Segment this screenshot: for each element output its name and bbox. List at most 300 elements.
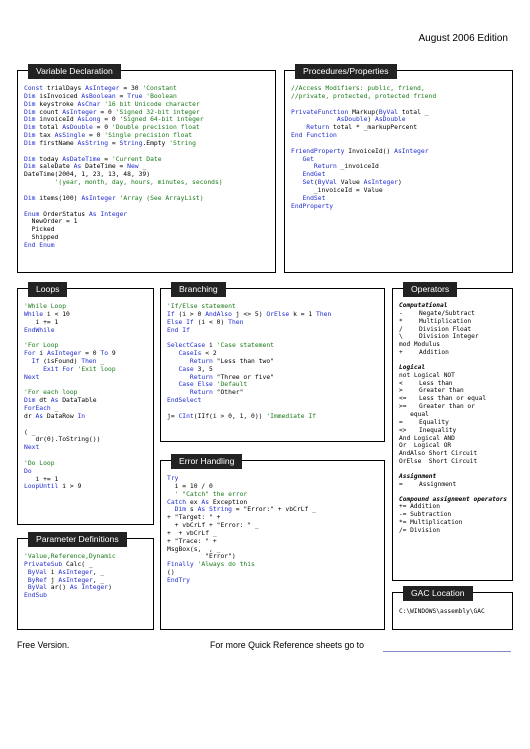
operator-description: Or Logical OR (399, 442, 452, 450)
code-line (291, 163, 508, 171)
code-keyword: Return (189, 389, 213, 397)
operator-description: not Logical NOT (399, 371, 455, 379)
code-keyword: Return (306, 124, 330, 132)
code-keyword: AsLong (77, 116, 101, 124)
code-keyword: End Enum (24, 241, 55, 249)
code-text: _ (138, 163, 147, 171)
code-text: j (46, 576, 59, 584)
code-line (291, 101, 508, 109)
footer-free-version: Free Version. (17, 640, 70, 650)
code-line (167, 499, 380, 507)
code-text: + vbCrLf + "Error: " _ (167, 522, 259, 530)
operator-section-header: Compound assignment operators (399, 495, 508, 503)
code-text: "Less than two" (212, 357, 274, 365)
code-text: total * _markupPercent (329, 124, 418, 132)
variable-declaration-code (24, 85, 271, 250)
gac-location-path: C:\WINDOWS\assembly\GAC (399, 608, 485, 615)
code-line (24, 569, 149, 577)
code-keyword: Dim (24, 194, 36, 202)
code-keyword: ByVal (27, 584, 47, 592)
operator-row (399, 372, 509, 380)
code-line (167, 483, 380, 491)
operator-row (399, 442, 509, 450)
code-line (291, 124, 508, 132)
code-text: = 0 (96, 108, 116, 116)
operator-symbol: / (399, 325, 403, 333)
code-keyword: AsDouble (336, 116, 368, 124)
code-text: ar() (46, 584, 70, 592)
code-line (24, 109, 271, 117)
code-line (167, 319, 380, 327)
code-line (291, 156, 508, 164)
code-comment: 'String (169, 139, 196, 147)
code-line (24, 187, 271, 195)
code-text: = "Error:" + vbCrLf _ (231, 506, 316, 514)
code-keyword: Dim (24, 139, 36, 147)
code-keyword: True (127, 92, 143, 100)
code-keyword: As (201, 498, 210, 506)
code-line (24, 148, 271, 156)
code-line (24, 592, 149, 600)
operator-description: Inequality (419, 426, 457, 434)
code-comment: 'Exit loop (77, 365, 116, 373)
code-keyword: String (119, 139, 143, 147)
operator-row (399, 419, 509, 427)
code-line (24, 483, 149, 491)
code-text: (isFound) (39, 357, 82, 365)
code-keyword: AsDouble (62, 124, 93, 132)
operator-description: Less than (419, 379, 453, 387)
operator-symbol: - (399, 309, 403, 317)
operator-description: equal (399, 410, 429, 418)
code-text: = (108, 139, 120, 147)
code-line (24, 226, 271, 234)
code-line (167, 381, 380, 389)
operator-row (399, 403, 509, 411)
operator-description: Multiplication (419, 317, 472, 325)
code-text: _invoiceId (336, 163, 379, 171)
procedures-properties-title: Procedures/Properties (295, 64, 397, 79)
code-text: = 0 (92, 124, 112, 132)
code-text (291, 124, 306, 131)
code-text: isInvoiced (35, 92, 82, 100)
code-line (24, 93, 271, 101)
code-line (24, 405, 149, 413)
footer-more-sheets: For more Quick Reference sheets go to (210, 640, 365, 650)
code-line (291, 140, 508, 148)
code-line (24, 195, 271, 203)
code-comment: 'Always do this (197, 561, 255, 569)
code-text (167, 491, 175, 498)
code-line (24, 179, 271, 187)
code-keyword: PrivateFunction (291, 108, 349, 116)
code-line (24, 468, 149, 476)
code-text: i > 9 (58, 483, 82, 491)
code-text (291, 179, 302, 186)
code-text: InvoiceId() (344, 147, 395, 155)
code-keyword: Dim (24, 155, 36, 163)
code-text: _ (50, 404, 59, 412)
code-line (291, 148, 508, 156)
code-text: = 0 (81, 350, 101, 358)
code-line (291, 187, 508, 195)
code-keyword: Next (24, 444, 40, 452)
loops-title: Loops (28, 282, 67, 297)
code-line (167, 374, 380, 382)
code-keyword: Catch (167, 498, 187, 506)
code-line (24, 132, 271, 140)
code-line (24, 561, 149, 569)
operator-description: Negate/Subtract (419, 309, 475, 317)
code-text: Exception (209, 498, 248, 506)
code-text: keystroke (35, 100, 78, 108)
code-keyword: If (31, 357, 40, 365)
code-line (291, 109, 508, 117)
operator-description: AndAlso Short Circuit (399, 450, 478, 458)
variable-declaration-title: Variable Declaration (28, 64, 121, 79)
code-text: , _ (92, 568, 105, 576)
code-comment: 'Value,Reference,Dynamic (24, 553, 116, 560)
code-keyword: AsInteger (58, 568, 93, 576)
operators-box (392, 284, 513, 581)
code-text (167, 358, 190, 365)
code-keyword: AsString (77, 139, 109, 147)
code-keyword: AsBoolean (81, 92, 116, 100)
code-keyword: As (35, 412, 44, 420)
code-keyword: AsInteger (62, 108, 97, 116)
code-text: = 0 (85, 132, 105, 140)
code-line (167, 389, 380, 397)
code-keyword: Dim (24, 163, 36, 171)
operator-description: /= Division (399, 526, 440, 534)
code-keyword: Then (228, 318, 244, 326)
code-keyword: Set (302, 179, 314, 187)
code-line (24, 350, 149, 358)
code-line (167, 506, 380, 514)
code-line (167, 366, 380, 374)
code-keyword: Dim (24, 124, 36, 132)
operator-symbol: * (399, 317, 403, 325)
code-keyword: In (77, 412, 86, 420)
code-text: 9 (108, 350, 116, 358)
code-line (24, 101, 271, 109)
operator-description: Greater than or (419, 403, 475, 411)
code-keyword: EndProperty (291, 202, 334, 210)
code-line (291, 116, 508, 124)
code-keyword: Dim (174, 506, 187, 514)
code-comment: 'Case statement (216, 342, 274, 350)
operator-row (399, 450, 509, 458)
code-text: "Error") (167, 553, 236, 561)
operator-symbol: > (399, 387, 403, 395)
code-line (24, 374, 149, 382)
code-line (24, 218, 271, 226)
code-line (167, 553, 380, 561)
code-keyword: Enum (24, 210, 40, 218)
operator-description: OrElse Short Circuit (399, 458, 478, 466)
code-text (167, 374, 190, 381)
operator-symbol: = (399, 480, 403, 488)
code-line (167, 569, 380, 577)
code-line (167, 514, 380, 522)
code-text (167, 506, 175, 513)
code-line (24, 303, 149, 311)
code-line (24, 436, 149, 444)
code-comment: '16 bit Unicode character (104, 100, 200, 108)
code-line (167, 522, 380, 530)
code-comment: '(year, month, day, hours, minutes, seconds) (54, 179, 223, 187)
code-line (24, 342, 149, 350)
code-line (24, 397, 149, 405)
code-keyword: SelectCase (167, 342, 206, 350)
code-keyword: New (127, 163, 139, 171)
code-comment: 'Current Date (111, 155, 162, 163)
code-keyword: To (100, 350, 109, 358)
code-text: total _ (397, 108, 429, 116)
code-line (24, 163, 271, 171)
footer-link-underline[interactable] (383, 651, 511, 652)
code-text: i = 10 / 0 (167, 482, 213, 490)
operator-symbol: >= (399, 403, 407, 411)
gac-location-title: GAC Location (403, 586, 473, 601)
code-text: "Other" (212, 389, 244, 397)
operator-symbol: <> (399, 426, 407, 434)
code-keyword: PrivateSub (24, 560, 63, 568)
code-comment: 'Default (216, 381, 248, 389)
code-keyword: AndAlso (205, 310, 232, 318)
code-keyword: If (167, 310, 175, 318)
code-text (291, 171, 302, 178)
code-comment: 'For each loop (24, 389, 78, 397)
code-keyword: Dim (24, 100, 36, 108)
operator-description: Less than or equal (419, 395, 487, 403)
code-text: i (205, 342, 217, 350)
variable-declaration-box (17, 66, 276, 273)
code-text: i (46, 568, 59, 576)
code-line (24, 203, 271, 211)
code-line (167, 577, 380, 585)
code-line (24, 242, 271, 250)
code-keyword: EndTry (167, 576, 190, 584)
code-text: ex (186, 498, 202, 506)
operator-row (399, 411, 509, 419)
operator-description: Division Float (419, 325, 472, 333)
code-keyword: AsDateTime (62, 155, 101, 163)
operator-description: Assignment (419, 480, 457, 488)
code-text: j <> 5) (231, 310, 267, 318)
branching-box (160, 284, 385, 442)
code-keyword: Else If (167, 318, 194, 326)
code-keyword: EndGet (302, 171, 326, 179)
code-text: i += 1 (24, 475, 59, 483)
code-line (291, 195, 508, 203)
procedures-properties-box (284, 66, 513, 273)
code-text: i += 1 (24, 318, 59, 326)
code-text: + + vbCrLf _ (167, 529, 217, 537)
code-keyword: Finally (167, 561, 194, 569)
code-text: ) (367, 116, 376, 124)
code-text: ( _ (24, 428, 36, 436)
code-text: j= (167, 412, 179, 420)
operators-title: Operators (403, 282, 457, 297)
code-line (167, 546, 380, 554)
loops-code (24, 303, 149, 491)
code-line (167, 311, 380, 319)
procedures-properties-code (291, 85, 508, 211)
code-text: saleDate (35, 163, 74, 171)
code-keyword: Return (189, 373, 213, 381)
code-text: k = 1 (289, 310, 316, 318)
code-text: 3, 5 (193, 365, 213, 373)
code-line (291, 85, 508, 93)
code-text: today (35, 155, 63, 163)
code-line (291, 203, 508, 211)
code-line (24, 140, 271, 148)
code-keyword: Exit For (43, 365, 74, 373)
code-text: ( (313, 179, 318, 187)
code-keyword: Return (313, 163, 337, 171)
operator-row (399, 519, 509, 527)
code-line (24, 334, 149, 342)
operator-row (399, 503, 509, 511)
code-line (167, 327, 380, 335)
code-text: Calc( _ (62, 560, 93, 568)
code-text: DateTime = (81, 163, 128, 171)
code-text (291, 195, 302, 202)
code-line (24, 234, 271, 242)
code-keyword: As (50, 397, 59, 405)
code-keyword: Then (316, 310, 332, 318)
code-keyword: As (73, 163, 82, 171)
operator-row (399, 318, 509, 326)
code-line (167, 350, 380, 358)
code-keyword: AsDouble (375, 116, 406, 124)
code-comment: //Access Modifiers: public, friend, (291, 85, 425, 92)
code-keyword: End If (167, 326, 190, 334)
code-line (24, 553, 149, 561)
operator-symbol: <= (399, 395, 407, 403)
code-keyword: While (24, 310, 44, 318)
code-line (167, 538, 380, 546)
code-text: Markup( (348, 108, 379, 116)
code-line (167, 397, 380, 405)
code-text: = (115, 92, 128, 100)
code-text: dt (35, 397, 51, 405)
code-line (167, 303, 380, 311)
code-comment: 'For Loop (24, 342, 59, 350)
operator-row (399, 326, 509, 334)
error-handling-code (167, 475, 380, 585)
parameter-definitions-box (17, 534, 154, 630)
code-text: total (35, 124, 63, 132)
code-line (24, 124, 271, 132)
operator-row (399, 349, 509, 357)
operator-row (399, 511, 509, 519)
code-line (167, 358, 380, 366)
operator-description: mod Modulus (399, 341, 440, 349)
code-text (167, 350, 178, 357)
code-text: "Three or five" (212, 373, 274, 381)
code-text: (i > 0 (174, 310, 206, 318)
code-text (24, 179, 55, 186)
operator-row (399, 387, 509, 395)
code-text: DataRow (43, 412, 78, 420)
edition-label: August 2006 Edition (418, 33, 508, 44)
code-line (24, 421, 149, 429)
code-comment: 'Constant (142, 85, 177, 92)
operator-row (399, 380, 509, 388)
code-line (24, 577, 149, 585)
operator-description: Division Integer (419, 333, 479, 341)
code-comment: 'While Loop (24, 303, 67, 310)
code-keyword: Try (167, 475, 179, 482)
code-text: + "Target: " + (167, 514, 221, 522)
code-text: items(100) (35, 194, 82, 202)
code-keyword: ByVal (27, 568, 47, 576)
code-keyword: Dim (24, 132, 36, 140)
code-text (167, 389, 190, 396)
code-line (24, 584, 149, 592)
code-line (24, 85, 271, 93)
code-line (24, 429, 149, 437)
operator-row (399, 458, 509, 466)
code-line (167, 491, 380, 499)
code-text: Picked (24, 226, 55, 234)
code-line (24, 389, 149, 397)
code-comment: 'Signed 32-bit integer (115, 108, 200, 116)
code-text (167, 366, 178, 373)
operator-description: Addition (419, 349, 449, 357)
code-line (24, 460, 149, 468)
code-comment: ' "Catch" the error (174, 490, 248, 498)
code-line (167, 334, 380, 342)
code-text: (i < 0) (193, 318, 229, 326)
operators-list (399, 302, 509, 535)
operator-description: And Logical AND (399, 434, 455, 442)
code-keyword: As String (197, 506, 232, 514)
code-text: = 0 (100, 116, 120, 124)
code-line (24, 319, 149, 327)
code-text: OrderStatus (39, 210, 89, 218)
parameter-definitions-code (24, 553, 149, 600)
code-keyword: Const (24, 85, 44, 92)
code-line (291, 179, 508, 187)
code-keyword: CaseIs (178, 350, 202, 358)
code-keyword: Dim (24, 108, 36, 116)
code-comment: 'Signed 64-bit integer (119, 116, 204, 124)
code-keyword: Dim (24, 92, 36, 100)
code-line (24, 327, 149, 335)
code-keyword: AsSingle (54, 132, 86, 140)
code-text: _invoiceId = Value (291, 186, 383, 194)
code-text: .Empty (142, 139, 170, 147)
code-line (24, 116, 271, 124)
code-keyword: EndWhile (24, 326, 55, 334)
code-comment: 'Array (See ArrayList) (119, 194, 204, 202)
code-keyword: Then (81, 357, 97, 365)
operator-section-header: Computational (399, 302, 448, 309)
code-line (291, 93, 508, 101)
code-line (24, 366, 149, 374)
code-comment: //private, protected, protected friend (291, 92, 437, 100)
code-text: Value (336, 179, 364, 187)
error-handling-box (160, 456, 385, 630)
code-keyword: As Integer (88, 210, 128, 218)
code-text: NewOrder = 1 (24, 218, 78, 226)
operator-row (399, 310, 509, 318)
code-comment: 'Single precision float (104, 132, 193, 140)
operator-row (399, 395, 509, 403)
